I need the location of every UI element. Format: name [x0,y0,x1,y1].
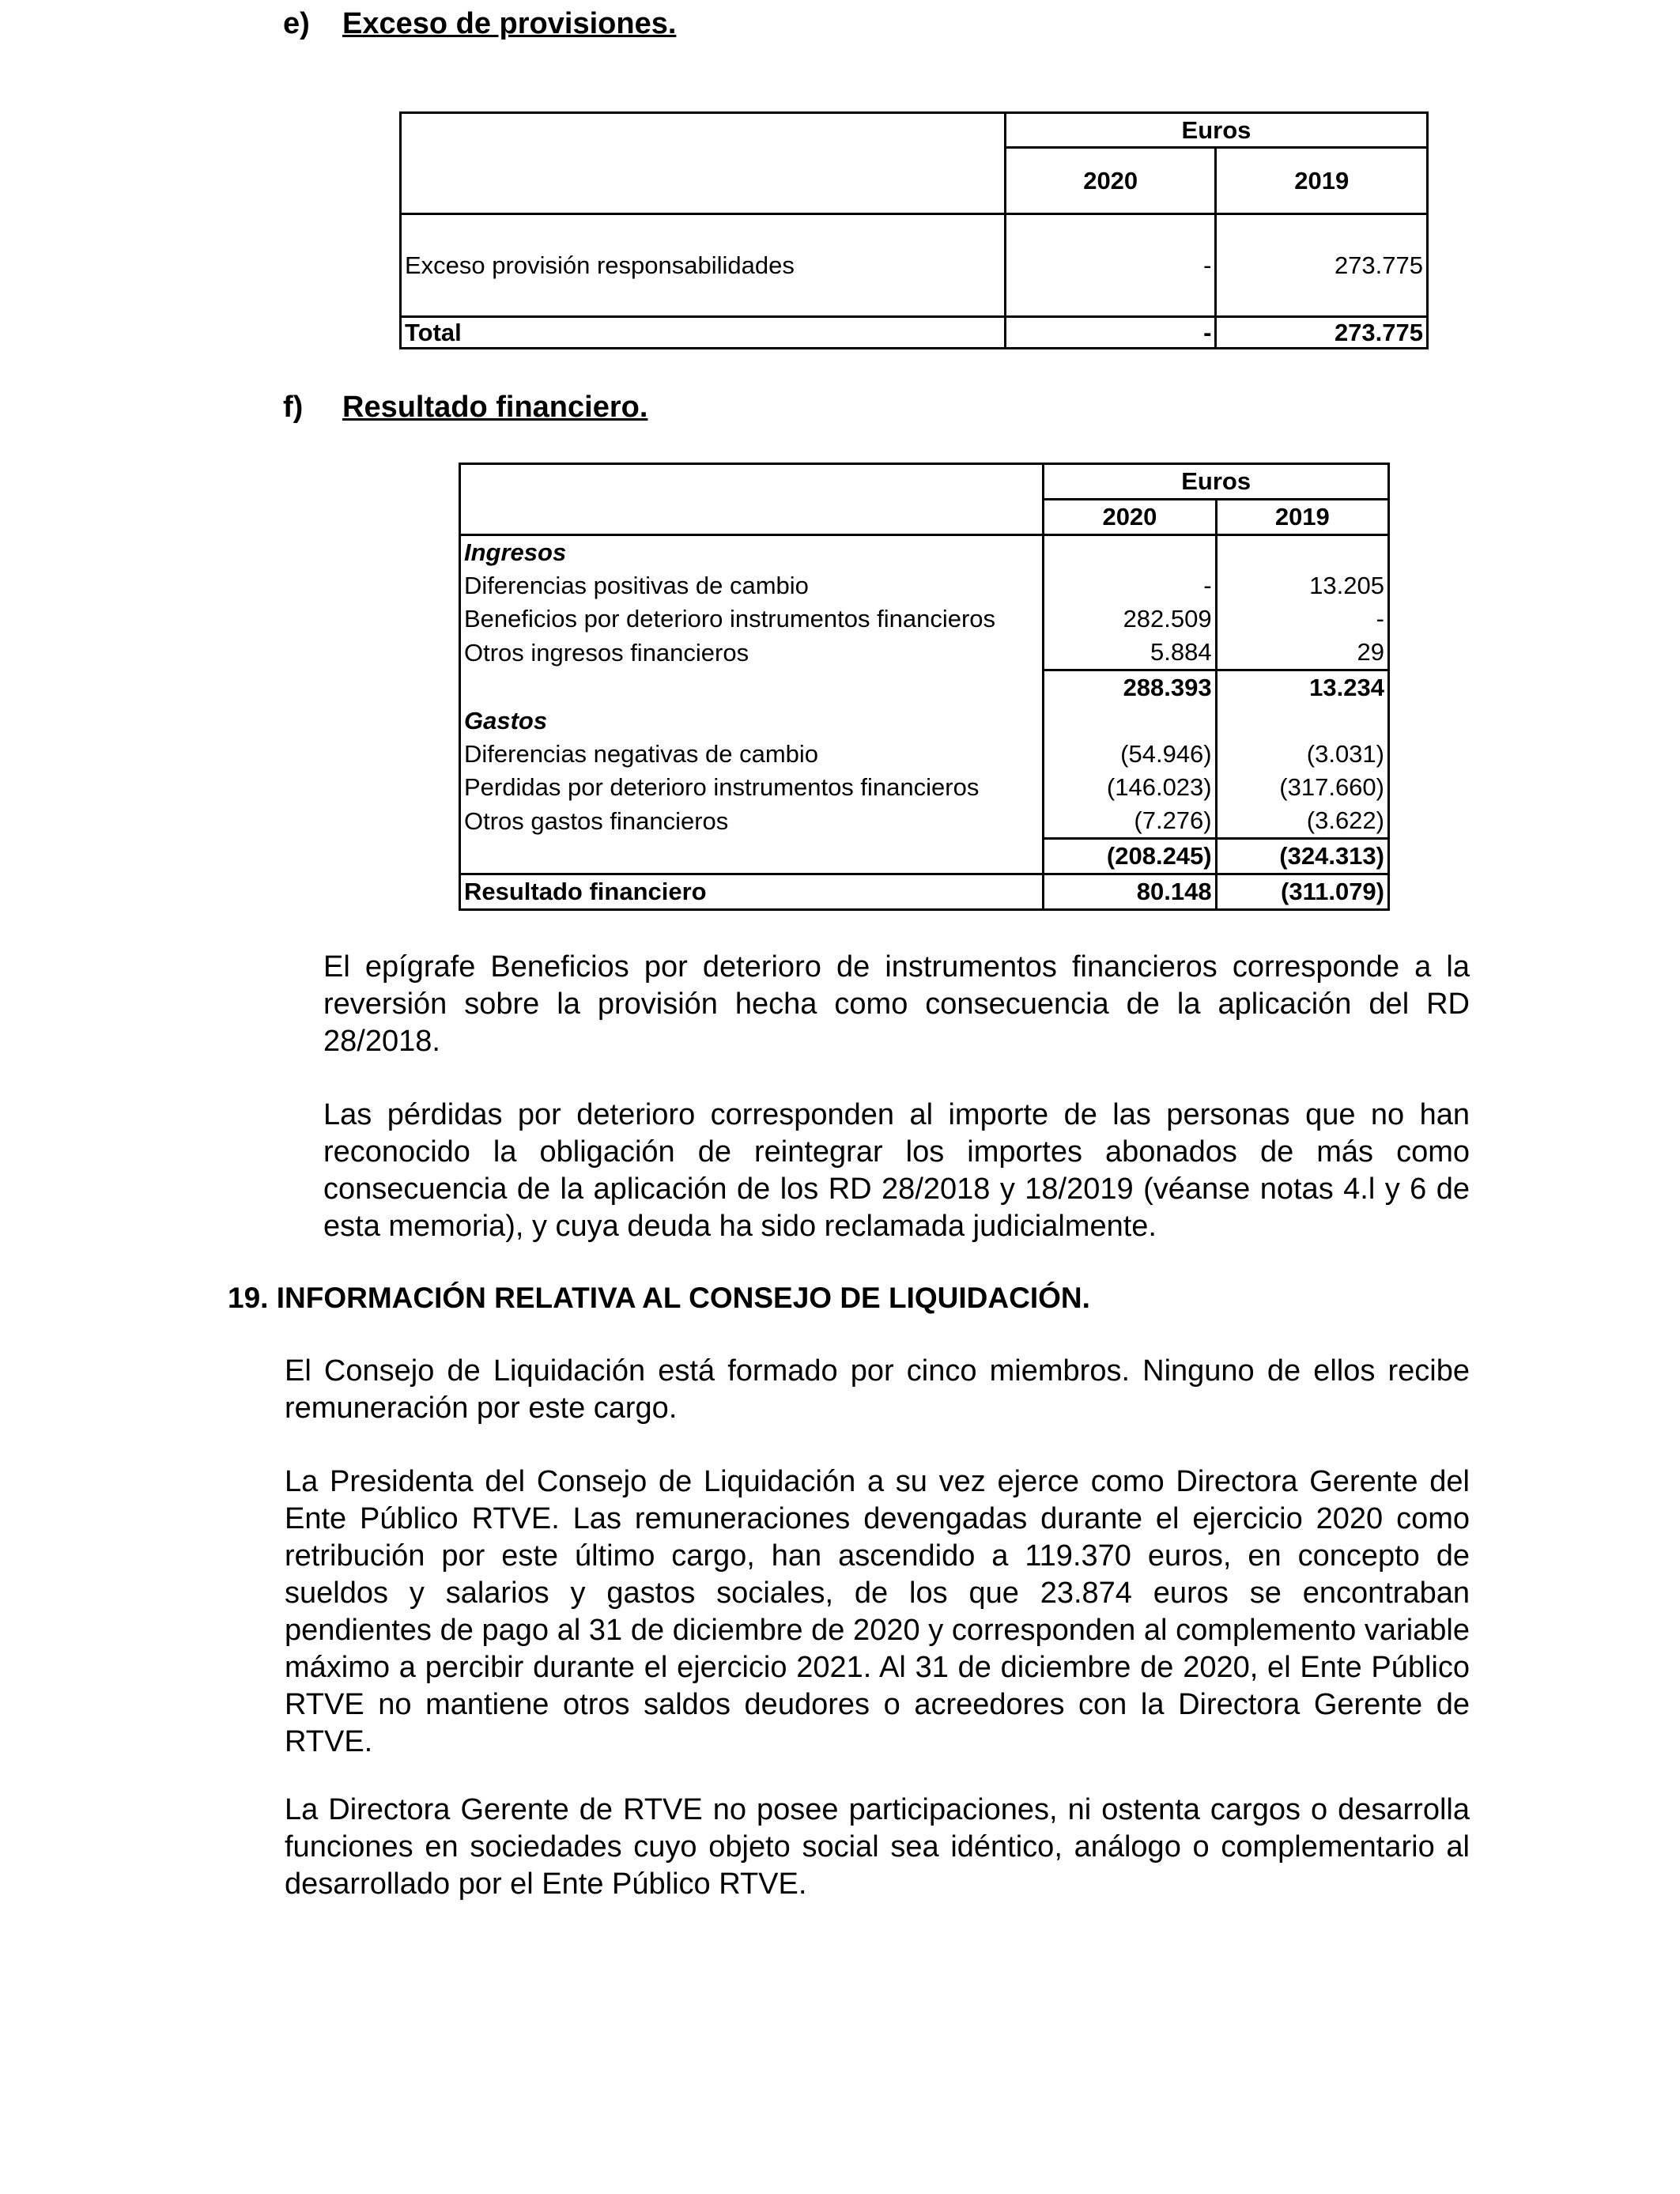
currency-header: Euros [1044,464,1389,500]
section-title: Resultado financiero. [342,391,648,424]
year-header-2020: 2020 [1005,148,1216,214]
gastos-row-value-2019: (3.031) [1216,738,1388,771]
empty-cell [1044,535,1216,570]
empty-cell [1216,704,1388,738]
paragraph: La Directora Gerente de RTVE no posee participaciones, ni ostenta cargos o desarrolla funciones en sociedades cuyo objeto social sea idéntico, análogo o complementario al desarrollado por el Ente Público RTVE. [285,1793,1470,1901]
gastos-row-value-2020: (54.946) [1044,738,1216,771]
ingresos-row-value-2019: - [1216,602,1388,636]
year-header-2020: 2020 [1044,500,1216,535]
paragraph: El Consejo de Liquidación está formado por cinco miembros. Ninguno de ellos recibe remuneración por este cargo. [285,1354,1470,1425]
section-letter: f) [283,391,304,424]
empty-header-cell [401,113,1006,214]
gastos-heading: Gastos [460,704,1044,738]
ingresos-row-value-2020: - [1044,569,1216,602]
result-value-2019: (311.079) [1216,874,1388,910]
paragraph: El epígrafe Beneficios por deterioro de instrumentos financieros corresponde a la reversión sobre la provisión hecha como consecuencia de la aplicación del RD 28/2018. [323,950,1470,1058]
result-label: Resultado financiero [460,874,1044,910]
gastos-subtotal-2020: (208.245) [1044,839,1216,874]
ingresos-row-label: Diferencias positivas de cambio [460,569,1044,602]
gastos-row-label: Perdidas por deterioro instrumentos financieros [460,771,1044,804]
ingresos-heading: Ingresos [460,535,1044,570]
section-title: Exceso de provisiones. [342,7,677,40]
gastos-row-value-2020: (7.276) [1044,804,1216,839]
ingresos-row-value-2020: 282.509 [1044,602,1216,636]
result-value-2020: 80.148 [1044,874,1216,910]
row-value-2020: - [1005,214,1216,317]
section-19-title: 19. INFORMACIÓN RELATIVA AL CONSEJO DE LIQUIDACIÓN. [228,1282,1090,1314]
row-value-2019: 273.775 [1216,214,1428,317]
paragraph: La Presidenta del Consejo de Liquidación a su vez ejerce como Directora Gerente del Ente Público RTVE. Las remuneraciones devengadas durante el ejercicio 2020 como retribución por este último cargo, han ascendido a 119.370 euros, en concepto de sueldos y salarios y gastos sociales, de los que 23.874 euros se encontraban pendientes de pago al 31 de diciembre de 2020 y corresponden al complemento variable máximo a percibir durante el ejercicio 2021. Al 31 de diciembre de 2020, el Ente Público RTVE no mantiene otros saldos deudores o acreedores con la Directora Gerente de RTVE. [285,1465,1470,1758]
ingresos-row-label: Otros ingresos financieros [460,636,1044,670]
financial-result-table [459,463,1390,911]
year-header-2019: 2019 [1216,148,1428,214]
ingresos-row-label: Beneficios por deterioro instrumentos financieros [460,602,1044,636]
total-value-2020: - [1005,317,1216,349]
ingresos-subtotal-2019: 13.234 [1216,670,1388,705]
empty-cell [1044,704,1216,738]
ingresos-row-value-2019: 29 [1216,636,1388,670]
empty-header-cell [460,464,1044,500]
currency-header: Euros [1005,113,1427,148]
gastos-row-value-2020: (146.023) [1044,771,1216,804]
total-label: Total [401,317,1006,349]
section-e-heading [283,6,676,43]
gastos-row-value-2019: (3.622) [1216,804,1388,839]
ingresos-subtotal-2020: 288.393 [1044,670,1216,705]
section-f-heading [283,390,647,426]
provisions-table [399,111,1429,349]
gastos-row-label: Diferencias negativas de cambio [460,738,1044,771]
empty-header-cell [460,500,1044,535]
gastos-row-label: Otros gastos financieros [460,804,1044,839]
gastos-row-value-2019: (317.660) [1216,771,1388,804]
section-letter: e) [283,7,310,40]
total-value-2019: 273.775 [1216,317,1428,349]
empty-cell [460,839,1044,874]
empty-cell [460,670,1044,705]
empty-cell [1216,535,1388,570]
row-label: Exceso provisión responsabilidades [401,214,1006,317]
ingresos-row-value-2020: 5.884 [1044,636,1216,670]
year-header-2019: 2019 [1216,500,1388,535]
gastos-subtotal-2019: (324.313) [1216,839,1388,874]
paragraph: Las pérdidas por deterioro corresponden al importe de las personas que no han reconocido la obligación de reintegrar los importes abonados de más como consecuencia de la aplicación de los RD 28/2018 y 18/2019 (véanse notas 4.l y 6 de esta memoria), y cuya deuda ha sido reclamada judicialmente. [323,1098,1470,1243]
ingresos-row-value-2019: 13.205 [1216,569,1388,602]
